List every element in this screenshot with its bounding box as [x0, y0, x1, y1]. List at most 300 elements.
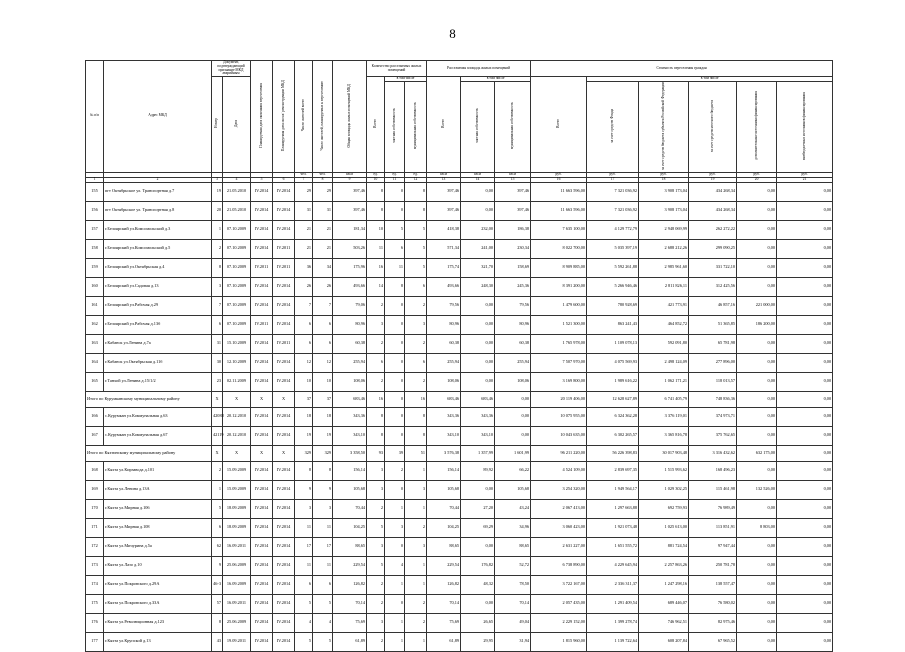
cell-a3: 0,00 [495, 426, 531, 445]
cell-d2: IV.2014 [273, 499, 295, 518]
cell-a1: 126,82 [427, 575, 461, 594]
cell-c4: 277 896,00 [689, 353, 737, 372]
cell-c1: 2 229 152,00 [531, 613, 587, 632]
cell-a3: 88,65 [495, 537, 531, 556]
table-row [86, 277, 833, 296]
cell-c5: 0,00 [737, 613, 777, 632]
cell-r3: 2 [405, 372, 427, 391]
cell-a1: 75,69 [427, 613, 461, 632]
cell-date: 07.10.2009 [223, 258, 251, 277]
cell-r1: 2 [367, 372, 385, 391]
cell-addr: г.Кяхта ул.Мирная д.108 [104, 518, 212, 537]
cell-a1: 105,68 [427, 480, 461, 499]
cell-n: 164 [86, 353, 104, 372]
cell-c5: 0,00 [737, 461, 777, 480]
unit-cell: руб. [639, 172, 689, 177]
cell-r1: 3 [367, 537, 385, 556]
cell-area: 397,46 [333, 201, 367, 220]
cell-r3: 5 [405, 239, 427, 258]
cell-c1: 3 060 423,00 [531, 518, 587, 537]
index-cell: 2 [104, 177, 212, 182]
cell-r1: 3 [367, 315, 385, 334]
cell-c5: 0,00 [737, 537, 777, 556]
cell-p2: 6 [313, 334, 333, 353]
index-cell: 11 [385, 177, 405, 182]
cell-c3: 2 985 961,60 [639, 258, 689, 277]
cell-d1: IV.2014 [251, 426, 273, 445]
cell-num: 42088 [212, 407, 223, 426]
cell-a2: 343,36 [461, 407, 495, 426]
cell-a2: 321,70 [461, 258, 495, 277]
unit-cell: кв.м [461, 172, 495, 177]
cell-num: 6 [212, 315, 223, 334]
unit-cell: руб. [587, 172, 639, 177]
cell-addr: г.Кяхта ул.Мичурина д.5а [104, 537, 212, 556]
cell-r3: 3 [405, 480, 427, 499]
cell-c6: 0,00 [777, 594, 833, 613]
cell-num: 2 [212, 461, 223, 480]
cell-c5: 0,00 [737, 499, 777, 518]
cell-p2: 26 [313, 277, 333, 296]
cell-r2: 1 [385, 499, 405, 518]
cell-r3: 6 [405, 277, 427, 296]
cell-r2: 0 [385, 480, 405, 499]
index-cell: 8 [313, 177, 333, 182]
cell-a2: 89,92 [461, 461, 495, 480]
cell-addr: с.Курумкан ул.Коммунальная д.67 [104, 426, 212, 445]
table-row [86, 372, 833, 391]
cell-num: 30 [212, 353, 223, 372]
cell-c4: 113 851,91 [689, 518, 737, 537]
subtotal-a1: 3 576,38 [427, 445, 461, 461]
cell-addr: пгт Октябрьское ул. Транспортная д.8 [104, 201, 212, 220]
cell-c1: 2 057 435,00 [531, 594, 587, 613]
subtotal-c2: 12 628 627,89 [587, 391, 639, 407]
cell-c2: 2 336 311,37 [587, 575, 639, 594]
cell-c1: 10 043 635,00 [531, 426, 587, 445]
subtotal-p2: 37 [313, 391, 333, 407]
cell-p2: 21 [313, 239, 333, 258]
index-cell: 20 [737, 177, 777, 182]
cell-p1: 18 [295, 407, 313, 426]
cell-area: 108,06 [333, 372, 367, 391]
cell-d1: IV.2014 [251, 537, 273, 556]
cell-c2: 1 921 073,48 [587, 518, 639, 537]
cell-a1: 397,46 [427, 201, 461, 220]
cell-c4: 299 090,25 [689, 239, 737, 258]
cell-d1: IV.2014 [251, 277, 273, 296]
cell-c5: 0,00 [737, 556, 777, 575]
cell-r1: 8 [367, 426, 385, 445]
subtotal-r3: 51 [405, 445, 427, 461]
cell-a2: 0,00 [461, 334, 495, 353]
col-rooms-private: частная собственность [385, 81, 405, 172]
unit-cell: руб. [777, 172, 833, 177]
table-row [86, 258, 833, 277]
table-row [86, 594, 833, 613]
cell-num: 3 [212, 277, 223, 296]
subtotal-r1: 16 [367, 391, 385, 407]
cell-c3: 2 688 212,26 [639, 239, 689, 258]
subtotal-title: Итого по Курумканскому муниципальному району [86, 391, 212, 407]
cell-addr: г.Кабанск ул.Октябрьская д.11б [104, 353, 212, 372]
cell-a3: 105,68 [495, 480, 531, 499]
cell-c2: 1 297 663,88 [587, 499, 639, 518]
cell-c2: 7 321 036,92 [587, 182, 639, 201]
cell-c4: 51 365,85 [689, 315, 737, 334]
cell-n: 175 [86, 594, 104, 613]
cell-r3: 3 [405, 315, 427, 334]
cell-c2: 5 035 397,19 [587, 239, 639, 258]
cell-c4: 67 965,52 [689, 632, 737, 651]
cell-r3: 2 [405, 334, 427, 353]
cell-c6: 0,00 [777, 407, 833, 426]
cell-r2: 1 [385, 575, 405, 594]
col-rooms-incl: в том числе [385, 77, 427, 82]
cell-addr: г.Кабанск ул.Ленина д.7а [104, 334, 212, 353]
cell-a1: 571,34 [427, 239, 461, 258]
cell-addr: г.Белоярский ул.Рабочая д.13б [104, 315, 212, 334]
cell-a1: 418,38 [427, 220, 461, 239]
cell-c1: 2 067 413,00 [531, 499, 587, 518]
cell-a3: 0,00 [495, 407, 531, 426]
cell-addr: г.Белоярский ул.Комсомольский д.3 [104, 220, 212, 239]
table-header [86, 61, 833, 183]
cell-r1: 8 [367, 182, 385, 201]
cell-p1: 5 [295, 632, 313, 651]
index-cell: 10 [367, 177, 385, 182]
cell-p2: 11 [313, 556, 333, 575]
cell-addr: г.Танхой ул.Ленина д.15/1/2 [104, 372, 212, 391]
unit-cell: чел. [313, 172, 333, 177]
cell-n: 173 [86, 556, 104, 575]
cell-c6: 0,00 [777, 632, 833, 651]
cell-r1: 2 [367, 594, 385, 613]
cell-d2: IV.2014 [273, 353, 295, 372]
cell-c5: 186 200,00 [737, 315, 777, 334]
cell-c6: 0,00 [777, 575, 833, 594]
cell-a1: 60,38 [427, 334, 461, 353]
cell-c1: 6 738 890,00 [531, 556, 587, 575]
index-cell: 21 [777, 177, 833, 182]
cell-p2: 21 [313, 220, 333, 239]
subtotal-c2: 56 226 398,83 [587, 445, 639, 461]
cell-r1: 8 [367, 201, 385, 220]
col-plan-date: Планируемая дата окончания переселения [251, 61, 273, 173]
cell-c6: 0,00 [777, 239, 833, 258]
col-area-total: Общая площадь жилых помещений МКД [333, 61, 367, 173]
cell-d2: IV.2014 [273, 182, 295, 201]
table-row [86, 499, 833, 518]
cell-a3: 43,24 [495, 499, 531, 518]
cell-addr: с.Курумкан ул.Коммунальная д.63 [104, 407, 212, 426]
cell-c2: 5 266 946,46 [587, 277, 639, 296]
cell-c2: 1 139 722,64 [587, 632, 639, 651]
cell-r1: 2 [367, 296, 385, 315]
cell-p2: 34 [313, 258, 333, 277]
cell-d2: IV.2011 [273, 334, 295, 353]
cell-c6: 0,00 [777, 334, 833, 353]
cell-a2: 241,00 [461, 239, 495, 258]
cell-r1: 3 [367, 461, 385, 480]
cell-area: 70,44 [333, 499, 367, 518]
table-row [86, 632, 833, 651]
unit-cell: руб. [737, 172, 777, 177]
cell-a1: 255,94 [427, 353, 461, 372]
subtotal-row [86, 445, 833, 461]
cell-area: 343,36 [333, 407, 367, 426]
cell-r1: 3 [367, 613, 385, 632]
cell-c4: 434 268,34 [689, 201, 737, 220]
cell-a2: 0,00 [461, 182, 495, 201]
cell-c3: 421 773,91 [639, 296, 689, 315]
subtotal-r2: 0 [385, 391, 405, 407]
cell-c4: 331 722,10 [689, 258, 737, 277]
cell-addr: г.Кяхта ул.Покровского д.33А [104, 594, 212, 613]
cell-c4: 168 496,23 [689, 461, 737, 480]
cell-date: 25.06.2009 [223, 556, 251, 575]
cell-num: 62 [212, 537, 223, 556]
cell-p1: 21 [295, 239, 313, 258]
cell-num: 6 [212, 518, 223, 537]
cell-p1: 7 [295, 296, 313, 315]
cell-n: 167 [86, 426, 104, 445]
cell-a3: 60,38 [495, 334, 531, 353]
col-people: Число жителей всего [295, 61, 313, 173]
cell-c2: 1 109 078,13 [587, 334, 639, 353]
cell-n: 174 [86, 575, 104, 594]
subtotal-a3: 0,00 [495, 391, 531, 407]
cell-c5: 0,00 [737, 201, 777, 220]
index-cell: 7 [295, 177, 313, 182]
unit-cell: чел. [295, 172, 313, 177]
cell-num: 57 [212, 594, 223, 613]
cell-c6: 0,00 [777, 480, 833, 499]
table-row [86, 353, 833, 372]
subtotal-p1: 37 [295, 391, 313, 407]
col-rooms-group: Количество расселяемых жилых помещений [367, 61, 427, 77]
cell-c4: 374 973,71 [689, 407, 737, 426]
cell-p1: 11 [295, 556, 313, 575]
cell-d1: IV.2014 [251, 518, 273, 537]
subtotal-x4: X [273, 445, 295, 461]
cell-r2: 0 [385, 594, 405, 613]
cell-n: 171 [86, 518, 104, 537]
cell-num: 19 [212, 182, 223, 201]
cell-c2: 4 129 772,79 [587, 220, 639, 239]
cell-p1: 6 [295, 334, 313, 353]
cell-c6: 0,00 [777, 556, 833, 575]
cell-a2: 232,00 [461, 220, 495, 239]
cell-c2: 6 302 265,57 [587, 426, 639, 445]
table-row [86, 575, 833, 594]
cell-a1: 343,36 [427, 407, 461, 426]
cell-addr: г.Белоярский ул.Садовая д.13 [104, 277, 212, 296]
cell-a3: 31,94 [495, 632, 531, 651]
cell-n: 168 [86, 461, 104, 480]
cell-area: 105,68 [333, 480, 367, 499]
cell-addr: пгт Октябрьское ул. Транспортная д.7 [104, 182, 212, 201]
cell-r2: 0 [385, 426, 405, 445]
cell-c2: 4 229 645,94 [587, 556, 639, 575]
cell-c6: 0,00 [777, 518, 833, 537]
table-row [86, 556, 833, 575]
index-cell: 18 [639, 177, 689, 182]
cell-c3: 1 029 302,25 [639, 480, 689, 499]
cell-r3: 2 [405, 518, 427, 537]
cell-date: 15.09.2009 [223, 461, 251, 480]
cell-num: 5 [212, 499, 223, 518]
cell-p2: 7 [313, 296, 333, 315]
cell-date: 07.10.2009 [223, 277, 251, 296]
cell-d1: IV.2014 [251, 296, 273, 315]
cell-n: 159 [86, 258, 104, 277]
cell-a2: 29,95 [461, 632, 495, 651]
subtotal-a2: 1 357,99 [461, 445, 495, 461]
cell-p1: 6 [295, 575, 313, 594]
cell-n: 156 [86, 201, 104, 220]
subtotal-c5: 0,00 [737, 391, 777, 407]
cell-r1: 14 [367, 277, 385, 296]
index-cell: 14 [461, 177, 495, 182]
cell-c5: 0,00 [737, 426, 777, 445]
cell-c6: 0,00 [777, 461, 833, 480]
cell-n: 162 [86, 315, 104, 334]
cell-num: 20 [212, 201, 223, 220]
subtotal-x2: X [223, 445, 251, 461]
cell-a2: 26,65 [461, 613, 495, 632]
col-area-incl: в том числе [461, 77, 531, 82]
cell-r1: 11 [367, 239, 385, 258]
cell-d2: IV.2014 [273, 461, 295, 480]
subtotal-c6: 0,00 [777, 391, 833, 407]
cell-a1: 61,89 [427, 632, 461, 651]
cell-c3: 2 257 863,26 [639, 556, 689, 575]
col-people-planned: Число жителей, планируемых к переселению [313, 61, 333, 173]
cell-r1: 10 [367, 220, 385, 239]
cell-c2: 7 321 036,92 [587, 201, 639, 220]
cell-area: 343,10 [333, 426, 367, 445]
col-area-group: Расселяемая площадь жилых помещений [427, 61, 531, 77]
cell-c3: 1 025 613,00 [639, 518, 689, 537]
col-cost-incl: в том числе [587, 77, 833, 82]
cell-r3: 2 [405, 613, 427, 632]
table-row [86, 201, 833, 220]
cell-p1: 12 [295, 353, 313, 372]
cell-a3: 158,69 [495, 258, 531, 277]
cell-p2: 4 [313, 613, 333, 632]
cell-d1: IV.2014 [251, 353, 273, 372]
cell-c1: 1 815 960,00 [531, 632, 587, 651]
cell-c3: 2 811 826,11 [639, 277, 689, 296]
cell-area: 70,14 [333, 594, 367, 613]
cell-p2: 17 [313, 537, 333, 556]
cell-r2: 0 [385, 372, 405, 391]
subtotal-x4: X [273, 391, 295, 407]
cell-r3: 1 [405, 499, 427, 518]
cell-c6: 0,00 [777, 499, 833, 518]
unit-cell: руб. [689, 172, 737, 177]
cell-d1: IV.2014 [251, 613, 273, 632]
cell-r1: 8 [367, 407, 385, 426]
cell-c1: 1 521 300,00 [531, 315, 587, 334]
cell-date: 19.09.2011 [223, 632, 251, 651]
cell-a3: 79,56 [495, 296, 531, 315]
cell-a2: 0,00 [461, 315, 495, 334]
cell-date: 16.09.2011 [223, 594, 251, 613]
cell-area: 181,34 [333, 220, 367, 239]
table-row [86, 537, 833, 556]
table-row [86, 407, 833, 426]
cell-c1: 8 022 700,00 [531, 239, 587, 258]
cell-r3: 8 [405, 201, 427, 220]
unit-cell: кв.м [333, 172, 367, 177]
cell-area: 104,25 [333, 518, 367, 537]
cell-p1: 10 [295, 372, 313, 391]
cell-c5: 0,00 [737, 334, 777, 353]
cell-d1: IV.2014 [251, 334, 273, 353]
cell-a3: 245,36 [495, 277, 531, 296]
page-number: 8 [449, 26, 456, 41]
cell-d2: IV.2011 [273, 239, 295, 258]
index-cell: 19 [689, 177, 737, 182]
cell-c3: 592 091,80 [639, 334, 689, 353]
subtotal-a3: 1 601,99 [495, 445, 531, 461]
cell-a2: 27,20 [461, 499, 495, 518]
cell-p1: 29 [295, 182, 313, 201]
cell-c1: 8 909 885,00 [531, 258, 587, 277]
cell-p1: 21 [295, 220, 313, 239]
cell-area: 493,66 [333, 277, 367, 296]
cell-area: 397,46 [333, 182, 367, 201]
cell-addr: г.Кяхта ул.Ленина д.13А [104, 480, 212, 499]
col-area-private: частная собственность [461, 81, 495, 172]
subtotal-x1: X [212, 391, 223, 407]
col-address: Адрес МКД [104, 61, 212, 173]
cell-d1: IV.2014 [251, 480, 273, 499]
cell-r3: 6 [405, 353, 427, 372]
cell-r3: 8 [405, 426, 427, 445]
cell-a2: 69,29 [461, 518, 495, 537]
cell-c2: 1 399 278,74 [587, 613, 639, 632]
cell-p1: 19 [295, 426, 313, 445]
cell-r1: 5 [367, 556, 385, 575]
col-rooms-total: Всего [367, 77, 385, 173]
cell-d2: IV.2014 [273, 613, 295, 632]
cell-d2: IV.2014 [273, 575, 295, 594]
cell-r3: 3 [405, 537, 427, 556]
table-row [86, 518, 833, 537]
cell-r3: 1 [405, 575, 427, 594]
cell-a2: 0,00 [461, 537, 495, 556]
cell-d1: IV.2011 [251, 258, 273, 277]
cell-a1: 156,14 [427, 461, 461, 480]
cell-a1: 80,96 [427, 315, 461, 334]
unit-cell: кв.м [495, 172, 531, 177]
subtotal-p2: 329 [313, 445, 333, 461]
cell-p2: 5 [313, 632, 333, 651]
cell-r1: 16 [367, 258, 385, 277]
cell-c1: 3 722 167,00 [531, 575, 587, 594]
cell-a3: 255,94 [495, 353, 531, 372]
cell-p1: 4 [295, 613, 313, 632]
cell-c4: 115 461,98 [689, 480, 737, 499]
cell-d2: IV.2014 [273, 537, 295, 556]
cell-area: 79,06 [333, 296, 367, 315]
cell-r3: 1 [405, 461, 427, 480]
cell-n: 157 [86, 220, 104, 239]
cell-c1: 1 765 978,00 [531, 334, 587, 353]
